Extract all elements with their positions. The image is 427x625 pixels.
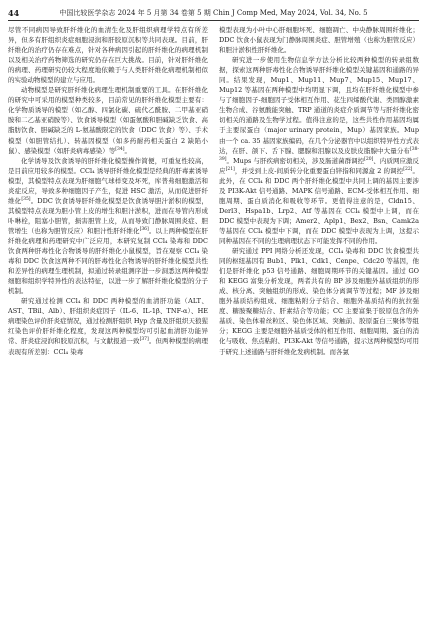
- citation: [22]: [403, 166, 413, 172]
- paragraph-text: 研究通过检测 CCl₄ 和 DDC 两种模型的血清肝功能（ALT、AST、TBil、Alb）、肝组织炎症因子（IL-6、IL-1β、TNF-α）、HE 病理染色评价肝炎症情况，通过检测肝组织 Hyp 含量及肝组织天狼猩红染色评价肝纤维化程度，发现这两种模型均可引起血清肝功能异常、肝炎症浸润和胶原沉积，与文献报道一致: [8, 297, 208, 346]
- header-rule: [8, 20, 419, 21]
- paragraph-text: 以上两种模型在肝纤维化病理和药理研究中广泛应用，本研究复制 CCl₄ 染毒和 DDC 饮食两种肝毒性化合物诱导的肝纤维化小鼠模型，旨在观察 CCl₄ 染毒和 DDC 饮食这两种不同的肝毒性化合物诱导的肝纤维化模型共性和差异性的病理生理机制，拟通过转录组测序进一步洞悉这两种模型细胞和组织学特异性的表达特征，以进一步了解肝纤维化模型的分子机制。: [8, 226, 208, 296]
- citation: [34]: [115, 146, 125, 152]
- paragraph-text: 。Mups 与肝疾病密切相关，涉及肠道菌群调控: [226, 156, 365, 165]
- citation: [35]: [21, 196, 31, 202]
- right-column: [219, 25, 419, 615]
- paragraph-text: 、内质网应激反应: [219, 156, 419, 175]
- left-column: [8, 25, 208, 615]
- paragraph: 尽管不同病因导致肝纤维化的血清生化及肝组织病理学特点有所差异，但多有肝组织炎症细胞浸润和肝胶原沉积等共同表现。目前，肝纤维化的治疗仍存在难点，针对各种病因引起的肝纤维化的病理机制以及相关治疗药物筛选的研究仍存在巨大挑战。目前，针对肝纤维化的病理、药理研究仍较大程度地依赖于与人类肝纤维化病理机制相似的实验动物模型的建立与应用。: [8, 26, 208, 85]
- paragraph-text: 研究进一步使用生物信息学方法分析比较两种模型的转录组数据，探索这两种肝毒性化合物诱导肝纤维化模型关键基因和通路的异同。结果发现，Mup1、Mup11、Mup7、Mup15、Mup17、Mup12 等基因在两种模型中均明显下调，且均在肝纤维化模型中参与了细胞因子-细胞因子受体相互作用、花生四烯酸代谢、类固醇激素生物合成、谷氨酸能突触、TRP 通道的炎症介质调节等与肝纤维化密切相关的通路及生物学过程。值得注意的是，这些共性作用基因均属于主要尿蛋白（major urinary protein，Mup）基因家族。Mup 由一个 ca. 35 基因家族编码，在几个分泌器官中以组织特异性方式表达，在肝、颌下、舌下腺、腮腺和泪腺以及皮肤皮脂腺中大量分布: [219, 56, 419, 155]
- page-number: 44: [8, 8, 20, 18]
- paragraph: [8, 296, 208, 356]
- paragraph-text: ，并受到上皮-间质转分化重要蛋白锌指和同源盒 2 的调控: [234, 166, 404, 175]
- paragraph: [219, 55, 419, 246]
- citation: [20]: [364, 156, 374, 162]
- citation: [36]: [139, 226, 149, 232]
- running-header: [8, 6, 419, 20]
- paragraph-text: 。此外，在 CCl₄ 和 DDC 两个肝纤维化模型中共同上调的基因主要涉及 PI3K-Akt 信号通路、MAPK 信号通路、ECM-受体相互作用、细胞周期、蛋白质消化和吸收等环节。更值得注意的是，Cldn15、Derl3、Hspa1b、Lrp2、Atf 等基因在 CCl₄ 模型中上调，而在 DDC 模型中表现为下调；Amer2、Aplp1、Bex2、Bsn、Camk2a 等基因在 CCl₄ 模型中下调，而在 DDC 模型中表现为上调，这提示同种基因在不同的生理病理状态下可能发挥不同的作用。: [219, 166, 419, 245]
- paragraph: 化学诱导及饮食诱导的肝纤维化模型操作简便，可重复性较高，是目前应用较多的模型。CCl₄ 诱导肝纤维化模型是经典的肝毒素诱导模型，其模型特点表现为肝细胞气球样变及坏死，库普弗细胞激活和炎症反应，导致多种细胞因子产生，促进 HSC 激活，从而促进肝纤维化[35]。DDC 饮食诱导肝纤维化模型是饮食诱导胆汁淤积的模型，其模型特点表现为胆小管上皮的增生和胆汁淤积，进而在导管内形成卟啉栓，阻塞小胆管，损害胆管上皮，从而导致门静脉周围炎症、胆管增生（也称为胆管反应）和胆汁性肝纤维化[36]。以上两种模型在肝纤维化病理和药理研究中广泛应用，本研究复制 CCl₄ 染毒和 DDC 饮食两种肝毒性化合物诱导的肝纤维化小鼠模型，旨在观察 CCl₄ 染毒和 DDC 饮食这两种不同的肝毒性化合物诱导的肝纤维化模型共性和差异性的病理生理机制，拟通过转录组测序进一步洞悉这两种模型细胞和组织学特异性的表达特征，以进一步了解肝纤维化模型的分子机制。: [8, 156, 208, 296]
- paragraph: 动物模型是研究肝纤维化病理生理机制重要的工具。在肝纤维化的研究中可采用的模型种类较多，目前常见的肝纤维化模型主要有：化学物质诱导的模型（如乙醇、四氯化碳、硫代乙酰胺、二甲基亚硝胺和二乙基亚硝胺等）、饮食诱导模型（如蛋氨酸和胆碱缺乏饮食、高脂肪饮食、胆碱缺乏的 L-氨基酸限定的饮食（DDC 饮食）等）、手术模型（如胆管结扎）、转基因模型（如多药耐药相关蛋白 2 缺陷小鼠）、感染模型（如肝炎病毒感染）等[34]。: [8, 86, 208, 155]
- paragraph: 模型表现为小叶中心肝细胞坏死、细胞凋亡、中央静脉周围纤维化；DDC 饮食小鼠表现为门静脉周围炎症、胆管增殖（也称为胆管反应）和胆汁淤积性肝纤维化。: [219, 26, 419, 55]
- paragraph-text: 化学诱导及饮食诱导的肝纤维化模型操作简便，可重复性较高，是目前应用较多的模型。CCl₄ 诱导肝纤维化模型是经典的肝毒素诱导模型，其模型特点表现为肝细胞气球样变及坏死，库普弗细胞激活和炎症反应，导致多种细胞因子产生，促进 HSC 激活，从而促进肝纤维化: [8, 156, 208, 205]
- paragraph-text: 。但两种模型的病理表现有所差别：CCl₄ 染毒: [8, 337, 208, 356]
- citation: [38-39]: [219, 146, 419, 162]
- paragraph: 研究通过 PPI 网络分析还发现，CCl₄ 染毒和 DDC 饮食模型共同的枢纽基因有 Bub1、Plk1、Cdk1、Cenpe、Cdc20 等基因，他们是肝纤维化 p53 信号通路、细胞周期环节的关键基因。通过 GO 和 KEGG 富集分析发现，两者共有的 BP 涉及细胞外基质组织的形成、核分离、突触组织的形成、染色体分离调节等过程；MF 涉及细胞外基质结构组成、细胞粘附分子结合、细胞外基质结构的抗拉强度、糖胺聚糖结合、肝素结合等功能；CC 主要富集于胶原包含的外基质、染色体着丝粒区、染色体区域、突触前、胶原蛋白三聚体等组分；KEGG 主要是细胞外基质受体的相互作用、细胞周期、蛋白的消化与吸收、焦点粘附、PI3K-Akt 等信号通路，提示这两种模型均可用于研究上述通路与肝纤维化发病机制。而各氯: [219, 247, 419, 356]
- paragraph-text: DDC 饮食诱导肝纤维化模型是饮食诱导胆汁淤积的模型，其模型特点表现为胆小管上皮的增生和胆汁淤积，进而在导管内形成卟啉栓，阻塞小胆管，损害胆管上皮，从而导致门静脉周围炎症、胆管增生（也称为胆管反应）和胆汁性肝纤维化: [8, 196, 208, 235]
- paragraph-text: 动物模型是研究肝纤维化病理生理机制重要的工具。在肝纤维化的研究中可采用的模型种类较多，目前常见的肝纤维化模型主要有：化学物质诱导的模型（如乙醇、四氯化碳、硫代乙酰胺、二甲基亚硝胺和二乙基亚硝胺等）、饮食诱导模型（如蛋氨酸和胆碱缺乏饮食、高脂肪饮食、胆碱缺乏的 L-氨基酸限定的饮食（DDC 饮食）等）、手术模型（如胆管结扎）、转基因模型（如多药耐药相关蛋白 2 缺陷小鼠）、感染模型（如肝炎病毒感染）等: [8, 86, 208, 155]
- journal-citation-line: 中国比较医学杂志 2024 年 5 月第 34 卷第 5 期 Chin J Comp Med, May 2024, Vol. 34, No. 5: [59, 9, 368, 17]
- citation: [37]: [139, 337, 149, 343]
- citation: [21]: [225, 166, 235, 172]
